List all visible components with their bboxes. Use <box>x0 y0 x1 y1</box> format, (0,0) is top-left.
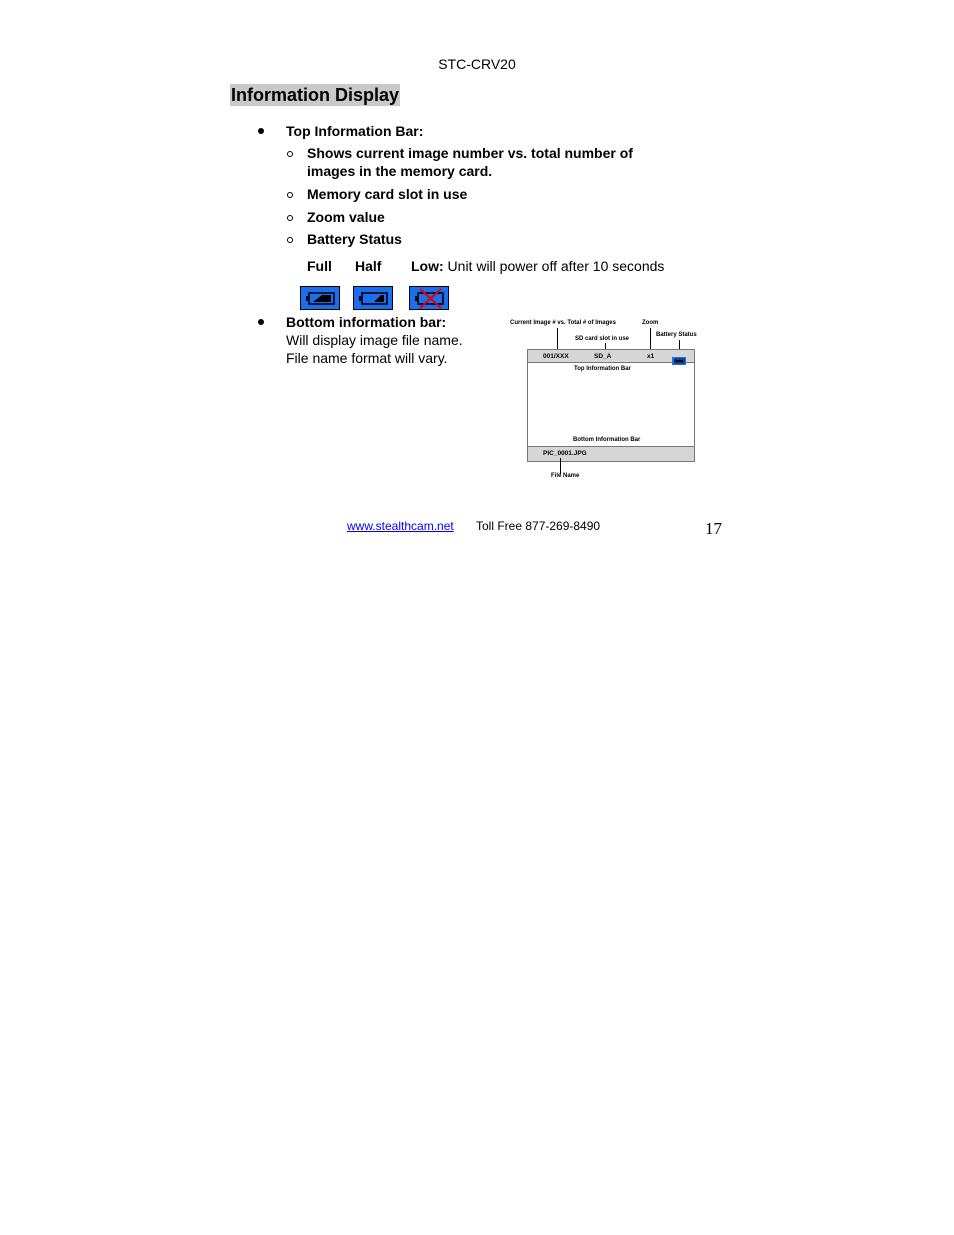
sub-bullet-circle <box>287 192 293 198</box>
diagram-battery-icon <box>672 352 686 360</box>
diagram-label-current-image: Current Image # vs. Total # of Images <box>510 320 616 326</box>
bottom-bar-line1: Will display image file name. <box>286 332 463 348</box>
diagram-label-file-name: File Name <box>551 473 580 479</box>
leader-line <box>650 328 651 351</box>
toll-free-phone: Toll Free 877-269-8490 <box>476 519 601 533</box>
top-bar-item-card-slot: Memory card slot in use <box>307 186 468 202</box>
sub-bullet-circle <box>287 215 293 221</box>
battery-low-label: Low: <box>411 258 444 274</box>
battery-low-text: Unit will power off after 10 seconds <box>447 258 665 274</box>
battery-full-icon <box>300 286 340 310</box>
battery-low-line <box>411 257 664 275</box>
battery-full-label: Full <box>307 258 332 274</box>
diagram-label-battery: Battery Status <box>656 332 697 338</box>
bottom-bar-line2: File name format will vary. <box>286 350 448 366</box>
top-bar-item-image-count-cont: images in the memory card. <box>307 163 493 179</box>
model-number: STC-CRV20 <box>438 56 516 72</box>
bullet-dot <box>258 128 264 134</box>
website-link[interactable]: www.stealthcam.net <box>347 519 454 533</box>
battery-half-icon <box>353 286 393 310</box>
diagram-file-name: PIC_0001.JPG <box>543 450 587 457</box>
diagram-label-zoom: Zoom <box>642 320 659 326</box>
battery-half-label: Half <box>355 258 382 274</box>
top-bar-heading: Top Information Bar: <box>286 123 424 139</box>
diagram-bottom-bar-label: Bottom Information Bar <box>573 437 641 443</box>
diagram-image-count: 001/XXX <box>543 353 569 360</box>
sub-bullet-circle <box>287 151 293 157</box>
leader-line <box>560 458 561 474</box>
sub-bullet-circle <box>287 237 293 243</box>
diagram-top-bar-label: Top Information Bar <box>574 366 631 372</box>
section-title: Information Display <box>231 85 400 105</box>
diagram-sd-slot: SD_A <box>594 353 612 360</box>
bullet-dot <box>258 319 264 325</box>
top-bar-item-battery: Battery Status <box>307 231 402 247</box>
top-bar-item-image-count: Shows current image number vs. total number of <box>307 145 633 161</box>
diagram-zoom: x1 <box>647 353 655 360</box>
diagram-label-sd-card: SD card slot in use <box>575 336 630 342</box>
page-number: 17 <box>705 519 722 538</box>
top-bar-item-zoom: Zoom value <box>307 209 385 225</box>
leader-line <box>557 328 558 351</box>
battery-low-icon <box>409 286 449 310</box>
bottom-bar-heading: Bottom information bar: <box>286 314 447 330</box>
